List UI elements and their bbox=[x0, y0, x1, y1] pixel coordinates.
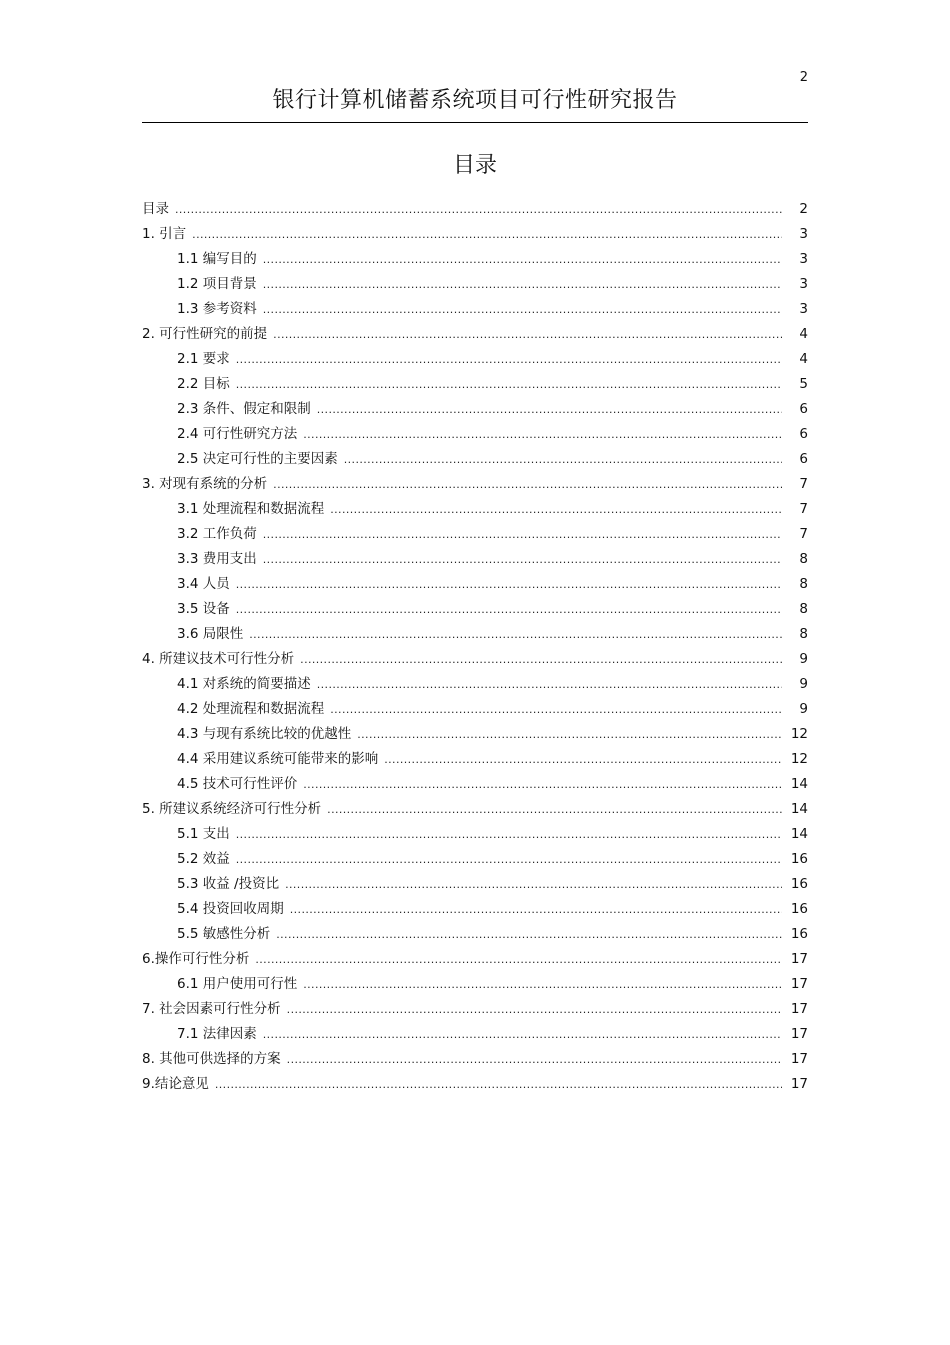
toc-dot-leader bbox=[236, 574, 782, 596]
toc-entry-label: 目录 bbox=[142, 201, 169, 217]
toc-entry-page: 3 bbox=[799, 276, 808, 292]
toc-dot-leader bbox=[287, 999, 782, 1021]
toc-entry-label: 5.2 效益 bbox=[177, 851, 230, 867]
toc-entry-page: 3 bbox=[799, 226, 808, 242]
toc-dot-leader bbox=[175, 199, 782, 221]
toc-entry[interactable] bbox=[142, 873, 808, 898]
toc-entry[interactable] bbox=[142, 848, 808, 873]
toc-dot-leader bbox=[236, 349, 782, 371]
toc-entry[interactable] bbox=[142, 473, 808, 498]
toc-dot-leader bbox=[290, 899, 782, 921]
toc-entry-page: 7 bbox=[799, 501, 808, 517]
toc-dot-leader bbox=[303, 424, 782, 446]
toc-entry[interactable] bbox=[142, 923, 808, 948]
toc-entry-label: 3.4 人员 bbox=[177, 576, 230, 592]
toc-entry[interactable] bbox=[142, 1073, 808, 1098]
toc-entry-label: 3.3 费用支出 bbox=[177, 551, 257, 567]
toc-entry-page: 17 bbox=[790, 1001, 808, 1017]
toc-dot-leader bbox=[236, 374, 782, 396]
toc-entry-label: 2. 可行性研究的前提 bbox=[142, 326, 268, 342]
toc-entry[interactable] bbox=[142, 898, 808, 923]
toc-dot-leader bbox=[303, 974, 782, 996]
toc-entry[interactable] bbox=[142, 548, 808, 573]
toc-entry-page: 12 bbox=[790, 751, 808, 767]
toc-entry-label: 1.3 参考资料 bbox=[177, 301, 257, 317]
toc-entry-label: 8. 其他可供选择的方案 bbox=[142, 1051, 281, 1067]
toc-entry[interactable] bbox=[142, 748, 808, 773]
toc-entry-page: 9 bbox=[799, 701, 808, 717]
toc-entry[interactable] bbox=[142, 198, 808, 223]
toc-entry-label: 2.2 目标 bbox=[177, 376, 230, 392]
toc-entry-label: 6.1 用户使用可行性 bbox=[177, 976, 298, 992]
toc-dot-leader bbox=[330, 499, 782, 521]
toc-entry[interactable] bbox=[142, 273, 808, 298]
toc-entry[interactable] bbox=[142, 723, 808, 748]
toc-entry-label: 4.1 对系统的简要描述 bbox=[177, 676, 311, 692]
toc-dot-leader bbox=[263, 549, 782, 571]
toc-entry-page: 7 bbox=[799, 526, 808, 542]
toc-entry[interactable] bbox=[142, 523, 808, 548]
toc-entry[interactable] bbox=[142, 298, 808, 323]
toc-entry-label: 9.结论意见 bbox=[142, 1076, 209, 1092]
toc-entry-page: 16 bbox=[790, 926, 808, 942]
toc-entry[interactable] bbox=[142, 948, 808, 973]
toc-entry-label: 6.操作可行性分析 bbox=[142, 951, 250, 967]
header-divider bbox=[142, 122, 808, 123]
toc-dot-leader bbox=[255, 949, 782, 971]
toc-dot-leader bbox=[303, 774, 782, 796]
toc-entry[interactable] bbox=[142, 798, 808, 823]
toc-dot-leader bbox=[344, 449, 782, 471]
toc-entry-page: 16 bbox=[790, 851, 808, 867]
toc-dot-leader bbox=[285, 874, 782, 896]
toc-entry-page: 17 bbox=[790, 1051, 808, 1067]
toc-dot-leader bbox=[300, 649, 782, 671]
toc-entry-page: 17 bbox=[790, 1026, 808, 1042]
toc-dot-leader bbox=[357, 724, 782, 746]
toc-entry-page: 17 bbox=[790, 951, 808, 967]
toc-dot-leader bbox=[263, 524, 782, 546]
toc-entry-page: 8 bbox=[799, 626, 808, 642]
toc-entry-label: 4.2 处理流程和数据流程 bbox=[177, 701, 325, 717]
toc-entry-label: 5.1 支出 bbox=[177, 826, 230, 842]
toc-entry-page: 6 bbox=[799, 426, 808, 442]
toc-entry-label: 2.1 要求 bbox=[177, 351, 230, 367]
toc-dot-leader bbox=[236, 599, 782, 621]
toc-dot-leader bbox=[263, 274, 782, 296]
toc-entry-label: 1.2 项目背景 bbox=[177, 276, 257, 292]
toc-entry[interactable] bbox=[142, 998, 808, 1023]
toc-dot-leader bbox=[384, 749, 782, 771]
toc-entry-label: 1.1 编写目的 bbox=[177, 251, 257, 267]
toc-dot-leader bbox=[273, 474, 782, 496]
toc-entry[interactable] bbox=[142, 1048, 808, 1073]
toc-entry[interactable] bbox=[142, 598, 808, 623]
toc-entry-page: 12 bbox=[790, 726, 808, 742]
toc-dot-leader bbox=[317, 674, 782, 696]
toc-entry[interactable] bbox=[142, 973, 808, 998]
toc-entry-label: 3.1 处理流程和数据流程 bbox=[177, 501, 325, 517]
toc-heading: 目录 bbox=[452, 153, 497, 178]
table-of-contents bbox=[142, 198, 808, 1098]
toc-entry-page: 3 bbox=[799, 301, 808, 317]
toc-entry-label: 5.5 敏感性分析 bbox=[177, 926, 271, 942]
toc-entry[interactable] bbox=[142, 823, 808, 848]
page-number: 2 bbox=[799, 70, 808, 85]
toc-entry-label: 4.5 技术可行性评价 bbox=[177, 776, 298, 792]
toc-entry-label: 3.6 局限性 bbox=[177, 626, 244, 642]
toc-entry[interactable] bbox=[142, 773, 808, 798]
toc-dot-leader bbox=[330, 699, 782, 721]
toc-dot-leader bbox=[263, 1024, 782, 1046]
toc-entry-page: 17 bbox=[790, 1076, 808, 1092]
toc-entry[interactable] bbox=[142, 673, 808, 698]
toc-dot-leader bbox=[249, 624, 782, 646]
toc-entry-page: 4 bbox=[799, 351, 808, 367]
toc-entry[interactable] bbox=[142, 1023, 808, 1048]
toc-entry[interactable] bbox=[142, 498, 808, 523]
toc-dot-leader bbox=[236, 849, 782, 871]
toc-entry-page: 8 bbox=[799, 576, 808, 592]
document-title: 银行计算机储蓄系统项目可行性研究报告 bbox=[272, 88, 678, 113]
toc-dot-leader bbox=[215, 1074, 782, 1096]
toc-entry-page: 2 bbox=[799, 201, 808, 217]
toc-entry-label: 1. 引言 bbox=[142, 226, 187, 242]
toc-entry-page: 14 bbox=[790, 826, 808, 842]
toc-entry-label: 2.3 条件、假定和限制 bbox=[177, 401, 311, 417]
toc-entry-label: 7.1 法律因素 bbox=[177, 1026, 257, 1042]
toc-entry[interactable] bbox=[142, 248, 808, 273]
toc-entry[interactable] bbox=[142, 323, 808, 348]
toc-entry-label: 7. 社会因素可行性分析 bbox=[142, 1001, 281, 1017]
toc-entry-label: 3. 对现有系统的分析 bbox=[142, 476, 268, 492]
toc-dot-leader bbox=[263, 299, 782, 321]
toc-dot-leader bbox=[317, 399, 782, 421]
toc-dot-leader bbox=[263, 249, 782, 271]
toc-entry-page: 14 bbox=[790, 801, 808, 817]
toc-entry-page: 9 bbox=[799, 651, 808, 667]
toc-entry-label: 2.4 可行性研究方法 bbox=[177, 426, 298, 442]
toc-dot-leader bbox=[192, 224, 782, 246]
toc-dot-leader bbox=[236, 824, 782, 846]
toc-dot-leader bbox=[287, 1049, 782, 1071]
toc-entry-page: 9 bbox=[799, 676, 808, 692]
toc-entry-label: 3.5 设备 bbox=[177, 601, 230, 617]
toc-entry[interactable] bbox=[142, 223, 808, 248]
toc-entry-page: 16 bbox=[790, 901, 808, 917]
toc-entry[interactable] bbox=[142, 398, 808, 423]
toc-entry-label: 4.3 与现有系统比较的优越性 bbox=[177, 726, 352, 742]
toc-entry-label: 3.2 工作负荷 bbox=[177, 526, 257, 542]
toc-entry-page: 14 bbox=[790, 776, 808, 792]
toc-entry-label: 4. 所建议技术可行性分析 bbox=[142, 651, 295, 667]
toc-entry-page: 4 bbox=[799, 326, 808, 342]
toc-entry-page: 17 bbox=[790, 976, 808, 992]
toc-dot-leader bbox=[327, 799, 782, 821]
toc-entry-page: 8 bbox=[799, 551, 808, 567]
toc-entry-page: 7 bbox=[799, 476, 808, 492]
toc-entry[interactable] bbox=[142, 373, 808, 398]
toc-entry-label: 5.4 投资回收周期 bbox=[177, 901, 284, 917]
toc-dot-leader bbox=[276, 924, 782, 946]
toc-entry[interactable] bbox=[142, 423, 808, 448]
toc-entry-page: 6 bbox=[799, 451, 808, 467]
toc-entry[interactable] bbox=[142, 623, 808, 648]
toc-entry-label: 2.5 决定可行性的主要因素 bbox=[177, 451, 338, 467]
toc-entry-page: 8 bbox=[799, 601, 808, 617]
toc-entry-page: 5 bbox=[799, 376, 808, 392]
toc-entry[interactable] bbox=[142, 698, 808, 723]
toc-dot-leader bbox=[273, 324, 782, 346]
toc-entry-page: 3 bbox=[799, 251, 808, 267]
toc-entry[interactable] bbox=[142, 573, 808, 598]
toc-entry-page: 6 bbox=[799, 401, 808, 417]
toc-entry-label: 5. 所建议系统经济可行性分析 bbox=[142, 801, 322, 817]
toc-entry-page: 16 bbox=[790, 876, 808, 892]
toc-entry-label: 4.4 采用建议系统可能带来的影响 bbox=[177, 751, 379, 767]
toc-entry[interactable] bbox=[142, 448, 808, 473]
toc-entry[interactable] bbox=[142, 348, 808, 373]
toc-entry-label: 5.3 收益 /投资比 bbox=[177, 876, 280, 892]
toc-entry[interactable] bbox=[142, 648, 808, 673]
